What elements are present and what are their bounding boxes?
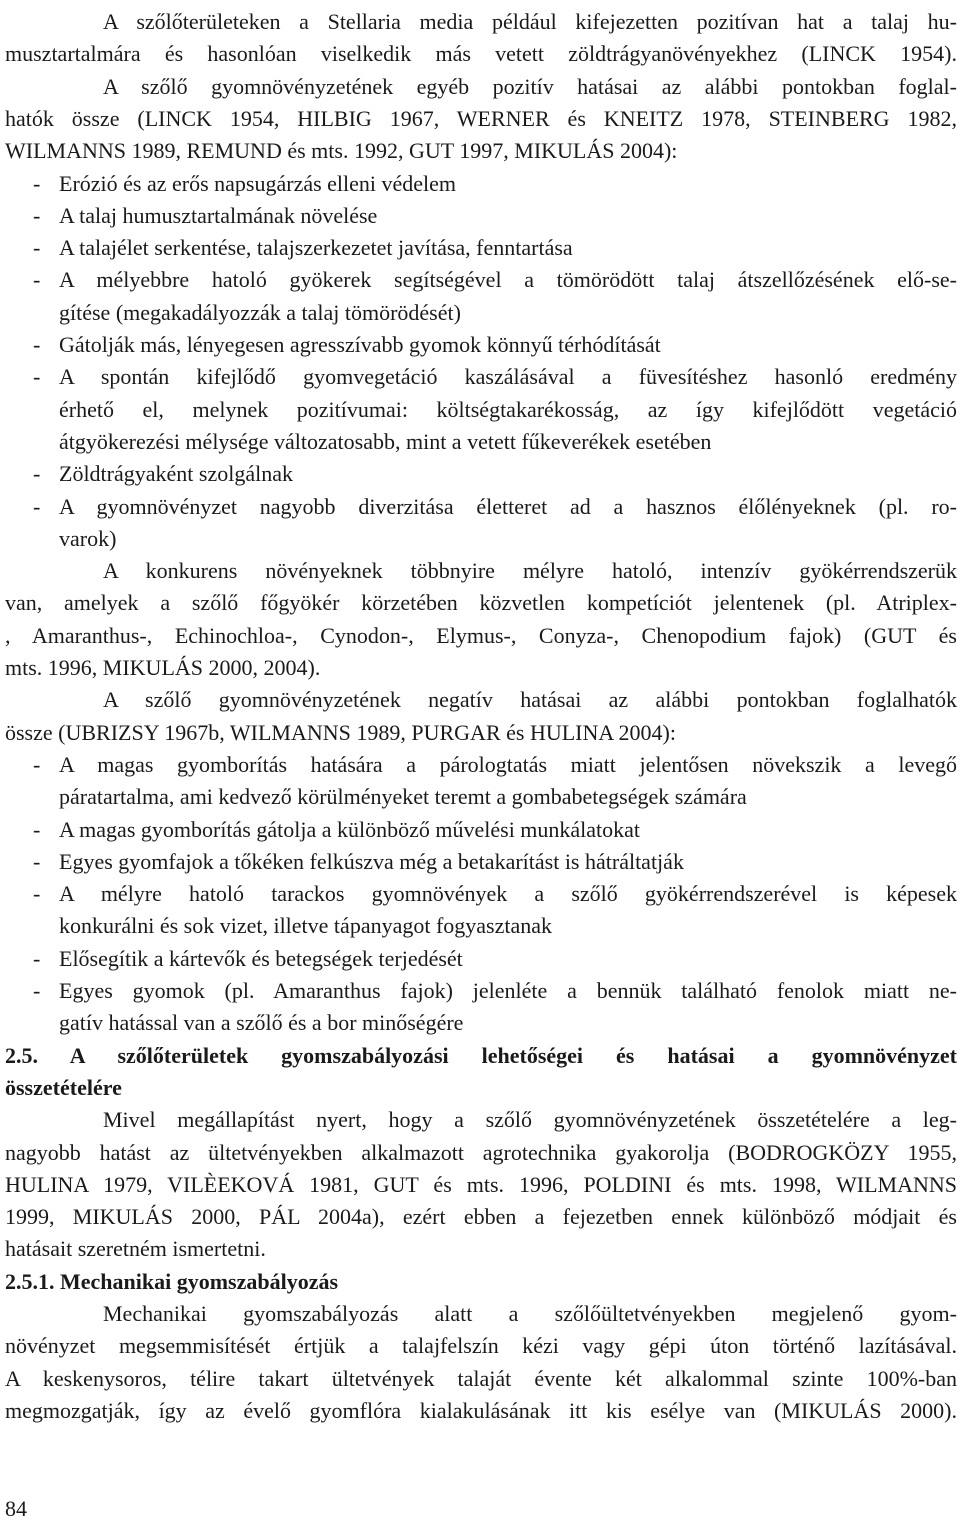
list-item-line: Erózió és az erős napsugárzás elleni védelem (59, 170, 457, 196)
list-item-line: Elősegítik a kártevők és betegségek terjedését (59, 945, 463, 971)
list-item-line: gatív hatással van a szőlő és a bor minőségére (59, 1010, 464, 1036)
paragraph-line: növényzet megsemmisítését értjük a talajfelszín kézi vagy gépi úton történő lazításával. (5, 1333, 957, 1359)
paragraph-line: Mivel megállapítást nyert, hogy a szőlő gyomnövényzetének összetételére a leg- (103, 1107, 957, 1133)
paragraph-line: nagyobb hatást az ültetvényekben alkalmazott agrotechnika gyakorolja (BODROGKÖZY 1955, (5, 1139, 957, 1165)
list-bullet: - (33, 364, 41, 390)
list-bullet: - (33, 332, 41, 357)
list-item-line: páratartalma, ami kedvező körülményeket teremt a gombabetegségek számára (59, 784, 747, 810)
paragraph-line: HULINA 1979, VILÈEKOVÁ 1981, GUT és mts. 1996, POLDINI és mts. 1998, WILMANNS (5, 1171, 957, 1197)
paragraph-line: hatók össze (LINCK 1954, HILBIG 1967, WERNER és KNEITZ 1978, STEINBERG 1982, (5, 105, 957, 131)
list-bullet: - (33, 945, 41, 971)
paragraph-line: megmozgatják, így az évelő gyomflóra kialakulásának itt kis esélye van (MIKULÁS 2000). (5, 1397, 957, 1423)
list-item-line: varok) (59, 525, 117, 551)
paragraph-line: hatásait szeretném ismertetni. (5, 1236, 266, 1262)
list-bullet: - (33, 461, 41, 487)
paragraph-line: 1999, MIKULÁS 2000, PÁL 2004a), ezért ebben a fejezetben ennek különböző módjait és (5, 1204, 957, 1230)
list-bullet: - (33, 751, 41, 777)
paragraph-line: WILMANNS 1989, REMUND és mts. 1992, GUT 1997, MIKULÁS 2004): (5, 138, 678, 164)
list-item-line: A talajélet serkentése, talajszerkezetet javítása, fenntartása (59, 235, 573, 261)
list-item-line: átgyökerezési mélysége változatosabb, mint a vetett fűkeverékek esetében (59, 428, 712, 454)
list-bullet: - (33, 235, 41, 261)
list-item-line: A mélyre hatoló tarackos gyomnövények a szőlő gyökérrendszerével is képesek (59, 881, 957, 907)
list-bullet: - (33, 848, 41, 874)
list-item-line: A spontán kifejlődő gyomvegetáció kaszálásával a füvesítéshez hasonló eredmény (59, 364, 957, 390)
list-item-line: érhető el, melynek pozitívumai: költségtakarékosság, az így kifejlődött vegetáció (59, 396, 957, 422)
list-item-line: Gátolják más, lényegesen agresszívabb gyomok könnyű térhódítását (59, 332, 661, 357)
section-heading: 2.5. A szőlőterületek gyomszabályozási lehetőségei és hatásai a gyomnövényzet (5, 1042, 957, 1068)
list-item-line: gítése (megakadályozzák a talaj tömörödését) (59, 299, 461, 325)
list-item-line: A mélyebbre hatoló gyökerek segítségével a tömörödött talaj átszellőzésének elő-se- (59, 267, 957, 293)
paragraph-line: musztartalmára és hasonlóan viselkedik más vetett zöldtrágyanövényekhez (LINCK 1954). (5, 41, 957, 67)
section-heading: 2.5.1. Mechanikai gyomszabályozás (5, 1268, 339, 1294)
list-item-line: Egyes gyomfajok a tőkéken felkúszva még a betakarítást is hátráltatják (59, 848, 684, 874)
list-item-line: konkurálni és sok vizet, illetve tápanyagot fogyasztanak (59, 913, 553, 939)
list-bullet: - (33, 816, 41, 842)
section-heading: összetételére (5, 1074, 122, 1100)
paragraph-line: Mechanikai gyomszabályozás alatt a szőlőültetvényekben megjelenő gyom- (103, 1301, 957, 1326)
list-item-line: A gyomnövényzet nagyobb diverzitása életteret ad a hasznos élőlényeknek (pl. ro- (59, 493, 957, 519)
list-bullet: - (33, 170, 41, 196)
list-bullet: - (33, 493, 41, 519)
paragraph-line: A keskenysoros, télire takart ültetvények talaját évente két alkalommal szinte 100%-ban (5, 1365, 957, 1391)
paragraph-line: A szőlőterületeken a Stellaria media például kifejezetten pozitívan hat a talaj hu- (103, 9, 957, 34)
list-bullet: - (33, 202, 41, 228)
paragraph-line: mts. 1996, MIKULÁS 2000, 2004). (5, 655, 321, 680)
paragraph-line: van, amelyek a szőlő főgyökér körzetében közvetlen kompetíciót jelentenek (pl. Atriplex- (5, 590, 957, 616)
list-item-line: Zöldtrágyaként szolgálnak (59, 461, 293, 487)
paragraph-line: A szőlő gyomnövényzetének negatív hatásai az alábbi pontokban foglalhatók (103, 687, 957, 713)
paragraph-line: A szőlő gyomnövényzetének egyéb pozitív hatásai az alábbi pontokban foglal- (103, 73, 957, 99)
list-bullet: - (33, 881, 41, 907)
list-item-line: A talaj humusztartalmának növelése (59, 202, 378, 228)
page-number: 84 (5, 1496, 27, 1521)
list-item-line: Egyes gyomok (pl. Amaranthus fajok) jelenléte a bennük található fenolok miatt ne- (59, 978, 957, 1003)
paragraph-line: össze (UBRIZSY 1967b, WILMANNS 1989, PURGAR és HULINA 2004): (5, 719, 676, 745)
list-bullet: - (33, 978, 41, 1003)
paragraph-line: A konkurens növényeknek többnyire mélyre hatoló, intenzív gyökérrendszerük (103, 558, 957, 584)
paragraph-line: , Amaranthus-, Echinochloa-, Cynodon-, Elymus-, Conyza-, Chenopodium fajok) (GUT és (5, 622, 957, 648)
list-item-line: A magas gyomborítás gátolja a különböző művelési munkálatokat (59, 816, 641, 842)
list-bullet: - (33, 267, 41, 293)
list-item-line: A magas gyomborítás hatására a párologtatás miatt jelentősen növekszik a levegő (59, 751, 957, 777)
